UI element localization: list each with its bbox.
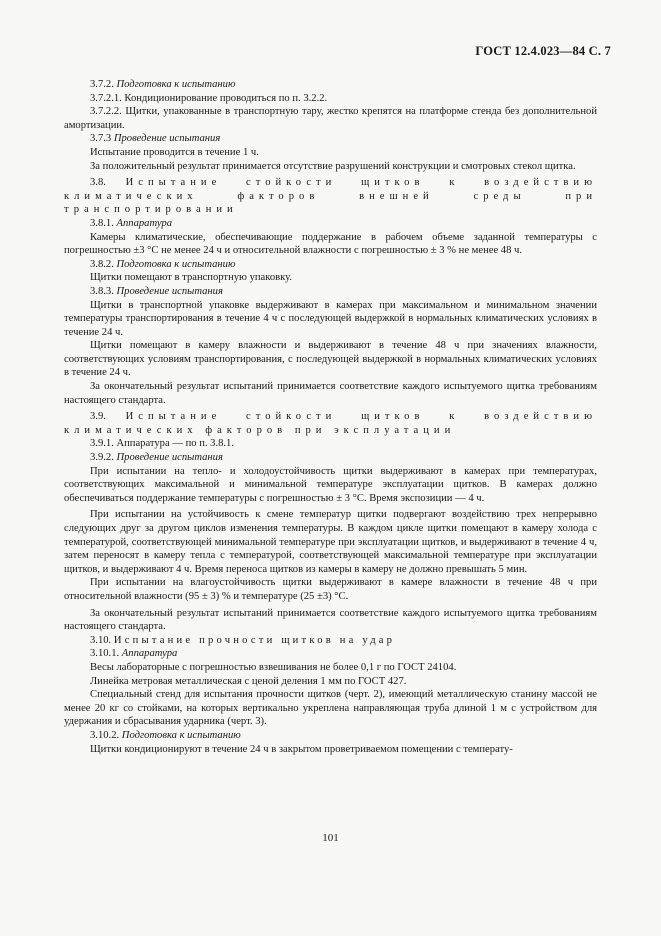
page-number: 101	[322, 832, 339, 844]
subsection-heading: 3.7.3 Проведение испытания	[90, 133, 221, 145]
subsection-heading: 3.8.1. Аппаратура	[90, 217, 172, 229]
paragraph: За окончательный результат испытаний принимается соответствие каждого испытуемого щитка требованиям настоящего стандарта.	[64, 607, 597, 633]
subsection-heading: 3.10.1. Аппаратура	[90, 648, 178, 660]
paragraph: При испытании на влагоустойчивость щитки выдерживают в камере влажности в течение 48 ч при относительной влажности (95 ± 3) % и температуре (25 ±3) °С.	[64, 577, 597, 602]
paragraph: Щитки помещают в транспортную упаковку.	[90, 272, 293, 284]
paragraph: При испытании на устойчивость к смене температур щитки подвергают воздействию трех непрерывно следующих друг за другом циклов изменения температуры. В каждом цикле щитки помещают в камеру холода с температурой, соответствующей минимальной температуре при эксплуатации щитков, и выдерживают в течение 4 ч, затем переносят в камеру тепла с температурой, соответствующей максимальной температуре при эксплуатации щитков, и выдерживают 4 ч. Время переноса щитков из камеры в камеру не должно превышать 5 мин.	[64, 509, 597, 575]
paragraph: 3.7.2.2. Щитки, упакованные в транспортную тару, жестко крепятся на платформе стенда без дополнительной амортизации.	[64, 106, 597, 131]
subsection-heading: 3.9.2. Проведение испытания	[90, 452, 223, 464]
section-heading: 3.10. Испытание прочности щитков на удар	[90, 634, 396, 646]
paragraph: 3.9.1. Аппаратура — по п. 3.8.1.	[90, 438, 234, 450]
paragraph: Щитки кондиционируют в течение 24 ч в закрытом проветриваемом помещении с температу-	[90, 743, 513, 755]
paragraph: Линейка метровая металлическая с ценой деления 1 мм по ГОСТ 427.	[90, 675, 407, 687]
subsection-heading: 3.8.3. Проведение испытания	[90, 285, 223, 297]
paragraph: Щитки в транспортной упаковке выдерживают в камерах при максимальном и минимальном значении температуры транспортирования в течение 4 ч с последующей выдержкой в нормальных климатических условиях в течение 24 ч.	[64, 299, 597, 338]
paragraph: 3.7.2.1. Кондиционирование проводиться по п. 3.2.2.	[90, 92, 328, 104]
paragraph: За положительный результат принимается отсутствие разрушений конструкции и смотровых стекол щитка.	[90, 160, 576, 172]
subsection-heading: 3.7.2. Подготовка к испытанию	[90, 79, 236, 90]
paragraph: Весы лабораторные с погрешностью взвешивания не более 0,1 г по ГОСТ 24104.	[90, 661, 457, 673]
section-heading: 3.8. Испытание стойкости щитков к воздействию климатических факторов внешней среды при транспортировании	[64, 177, 597, 216]
document-body	[64, 78, 597, 756]
paragraph: При испытании на тепло- и холодоустойчивость щитки выдерживают в камерах при температурах, соответствующих максимальной и минимальной температуре эксплуатации щитков. В камерах должно обеспечиваться поддержание температуры с погрешностью ± 3 °С. Время экспозиции — 4 ч.	[64, 465, 597, 504]
subsection-heading: 3.8.2. Подготовка к испытанию	[90, 258, 236, 270]
paragraph: За окончательный результат испытаний принимается соответствие каждого испытуемого щитка требованиям настоящего стандарта.	[64, 381, 597, 406]
paragraph: Специальный стенд для испытания прочности щитков (черт. 2), имеющий металлическую станину массой не менее 20 кг со стойками, на которых вертикально укреплена направляющая труба длиной 1 м с устройством для удержания и сбрасывания ударника (черт. 3).	[64, 689, 597, 728]
page-header: ГОСТ 12.4.023—84 С. 7	[475, 44, 611, 58]
paragraph: Испытание проводится в течение 1 ч.	[90, 146, 259, 158]
paragraph: Камеры климатические, обеспечивающие поддержание в рабочем объеме заданной температуры с погрешностью ±3 °С не менее 24 ч и относительной влажности с погрешностью ± 3 % не менее 48 ч.	[64, 231, 597, 257]
section-heading: 3.9. Испытание стойкости щитков к воздействию климатических факторов при эксплуатации	[64, 411, 597, 436]
subsection-heading: 3.10.2. Подготовка к испытанию	[90, 729, 241, 741]
paragraph: Щитки помещают в камеру влажности и выдерживают в течение 48 ч при значениях влажности, соответствующих условиям транспортирования, с последующей выдержкой в нормальных климатических условиях в течение 24 ч.	[64, 340, 597, 379]
